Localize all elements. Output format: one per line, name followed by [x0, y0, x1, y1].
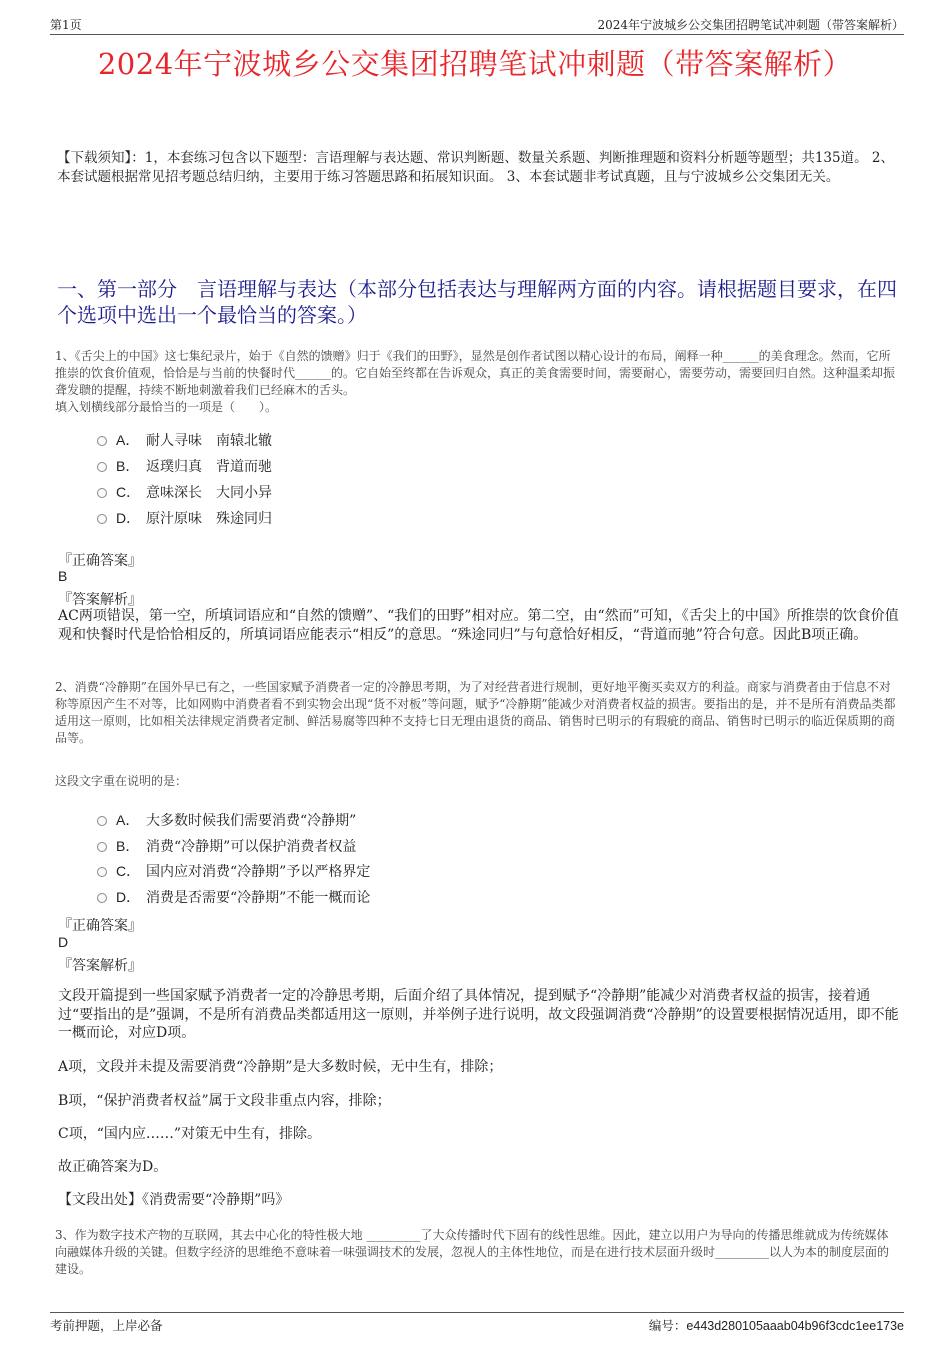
option-2c[interactable]: C． 国内应对消费“冷静期”予以严格界定 — [97, 861, 370, 881]
footer-code: 编号：e443d280105aaab04b96f3cdc1ee173e — [648, 1318, 904, 1333]
radio-icon[interactable] — [97, 488, 107, 498]
radio-icon[interactable] — [97, 462, 107, 472]
radio-icon[interactable] — [97, 867, 107, 877]
analysis-1: AC两项错误，第一空，所填词语应和“自然的馈赠”、“我们的田野”相对应。第二空，由“然而”可知，《舌尖上的中国》所推崇的饮食价值观和快餐时代是恰恰相反的，所填词语应能表示“相反”的意思。“殊途同归”与句意恰好相反，“背道而驰”符合句意。因此B项正确。 — [58, 608, 899, 643]
answer-label-1: 『正确答案』 — [58, 553, 142, 569]
option-1d[interactable]: D． 原汁原味 殊途同归 — [97, 508, 272, 528]
answer-label-2: 『正确答案』 — [58, 918, 142, 934]
analysis-2-para-3: B项，“保护消费者权益”属于文段非重点内容，排除； — [58, 1093, 391, 1109]
text-source: 【文段出处】《消费需要“冷静期”吗》 — [58, 1192, 290, 1208]
option-1a[interactable]: A． 耐人寻味 南辕北辙 — [97, 430, 272, 450]
question-1-stem: 1、《舌尖上的中国》这七集纪录片，始于《自然的馈赠》归于《我们的田野》，显然是创作者试图以精心设计的布局，阐释一种______的美食理念。然而，它所推崇的饮食价值观，恰恰是与当前的快餐时代______的。它自始至终都在告诉观众，真正的美食需要时间，需要耐心，需要劳动，需要回归自然。这种温柔却振聋发聩的提醒，持续不断地刺激着我们已经麻木的舌头。 — [55, 349, 896, 397]
option-1b[interactable]: B． 返璞归真 背道而驰 — [97, 456, 272, 476]
question-2-stem: 2、消费“冷静期”在国外早已有之，一些国家赋予消费者一定的冷静思考期，为了对经营者进行规制，更好地平衡买卖双方的利益。商家与消费者由于信息不对称等原因产生不对等，比如网购中消费者看不到实物会出现“货不对板”等问题，赋予“冷静期”能减少对消费者权益的损害。要指出的是，并不是所有消费品类都适用这一原则，比如相关法律规定消费者定制、鲜活易腐等四种不支持七日无理由退货的商品、销售时已明示的有瑕疵的商品、销售时已明示的临近保质期的商品等。 — [55, 680, 896, 745]
download-notice: 【下载须知】：1，本套练习包含以下题型：言语理解与表达题、常识判断题、数量关系题、判断推理题和资料分析题等题型；共135道。 2、本套试题根据常见招考题总结归纳，主要用于练习答题思路和拓展知识面。 3、本套试题非考试真题，且与宁波城乡公交集团无关。 — [57, 150, 894, 185]
question-2-prompt: 这段文字重在说明的是： — [55, 774, 188, 788]
page-number: 第1页 — [50, 18, 82, 32]
header-doc-title: 2024年宁波城乡公交集团招聘笔试冲刺题（带答案解析） — [597, 18, 904, 32]
footer-slogan: 考前押题，上岸必备 — [50, 1318, 163, 1333]
analysis-2-para-5: 故正确答案为D。 — [58, 1159, 168, 1175]
analysis-2-para-4: C项，“国内应……”对策无中生有，排除。 — [58, 1126, 322, 1142]
answer-2: D — [58, 934, 69, 950]
page-title: 2024年宁波城乡公交集团招聘笔试冲刺题（带答案解析） — [97, 47, 853, 81]
analysis-label-1: 『答案解析』 — [58, 592, 142, 608]
answer-1: B — [58, 568, 68, 584]
option-1c[interactable]: C． 意味深长 大同小异 — [97, 482, 272, 502]
section-heading: 一、第一部分 言语理解与表达（本部分包括表达与理解两方面的内容。请根据题目要求，在四个选项中选出一个最恰当的答案。） — [57, 277, 897, 327]
analysis-2-para-2: A项，文段并未提及需要消费“冷静期”是大多数时候，无中生有，排除； — [58, 1059, 503, 1075]
option-2d[interactable]: D． 消费是否需要“冷静期”不能一概而论 — [97, 887, 370, 907]
analysis-label-2: 『答案解析』 — [58, 958, 142, 974]
option-2a[interactable]: A． 大多数时候我们需要消费“冷静期” — [97, 810, 356, 830]
radio-icon[interactable] — [97, 842, 107, 852]
radio-icon[interactable] — [97, 893, 107, 903]
option-2b[interactable]: B． 消费“冷静期”可以保护消费者权益 — [97, 836, 356, 856]
analysis-2-para-1: 文段开篇提到一些国家赋予消费者一定的冷静思考期，后面介绍了具体情况，提到赋予“冷静期”能减少对消费者权益的损害，接着通过“要指出的是”强调，不是所有消费品类都适用这一原则，并举例子进行说明，故文段强调消费“冷静期”的设置要根据情况适用，即不能一概而论，对应D项。 — [58, 988, 899, 1041]
question-3-stem: 3、作为数字技术产物的互联网，其去中心化的特性极大地 _________了大众传播时代下固有的线性思维。因此，建立以用户为导向的传播思维就成为传统媒体向融媒体升级的关键。但数字经济的思维绝不意味着一味强调技术的发展，忽视人的主体性地位，而是在进行技术层面升级时_________以人为本的制度层面的建设。 — [55, 1228, 890, 1276]
radio-icon[interactable] — [97, 816, 107, 826]
radio-icon[interactable] — [97, 514, 107, 524]
question-1-prompt: 填入划横线部分最恰当的一项是（ ）。 — [55, 400, 278, 414]
radio-icon[interactable] — [97, 436, 107, 446]
page-footer — [50, 1312, 904, 1335]
page-header — [50, 14, 904, 35]
